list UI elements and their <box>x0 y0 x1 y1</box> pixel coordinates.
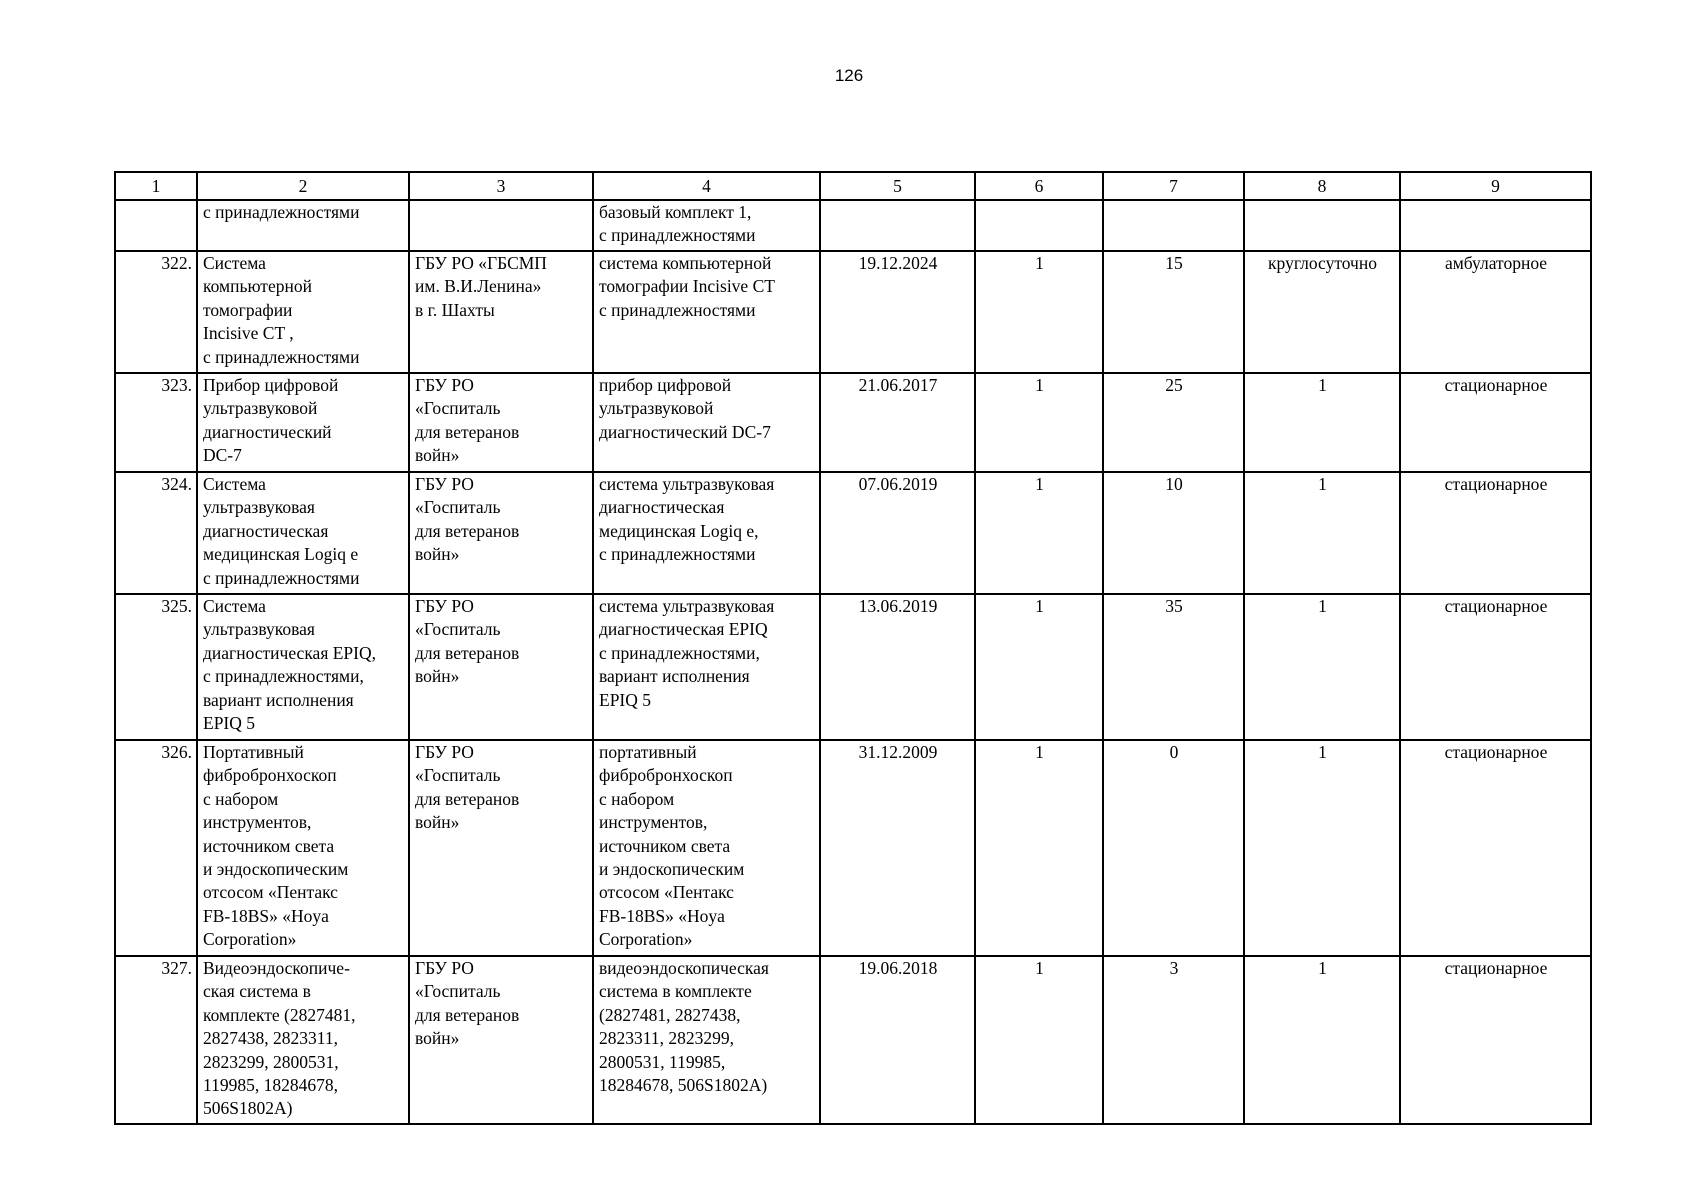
column-7-value: 10 <box>1103 472 1244 594</box>
row-number: 327. <box>115 956 197 1124</box>
table-row <box>115 373 1591 472</box>
row-number <box>115 200 197 251</box>
install-date: 07.06.2019 <box>820 472 975 594</box>
column-header: 4 <box>593 172 820 200</box>
table-row <box>115 594 1591 740</box>
equipment-model: портативный фибробронхоскоп с набором инструментов, источником света и эндоскопическим отсосом «Пентакс FB-18BS» «Hoya Corporation» <box>593 740 820 956</box>
quantity: 1 <box>975 740 1103 956</box>
quantity: 1 <box>975 472 1103 594</box>
equipment-name: Прибор цифровой ультразвуковой диагностический DC-7 <box>197 373 409 472</box>
equipment-name: Портативный фибробронхоскоп с набором инструментов, источником света и эндоскопическим отсосом «Пентакс FB-18BS» «Hoya Corporation» <box>197 740 409 956</box>
quantity <box>975 200 1103 251</box>
organization: ГБУ РО «Госпиталь для ветеранов войн» <box>409 594 593 740</box>
column-8-value <box>1244 200 1400 251</box>
table-row <box>115 956 1591 1124</box>
equipment-name: с принадлежностями <box>197 200 409 251</box>
organization <box>409 200 593 251</box>
quantity: 1 <box>975 956 1103 1124</box>
column-7-value <box>1103 200 1244 251</box>
equipment-name: Система ультразвуковая диагностическая EPIQ, с принадлежностями, вариант исполнения EPIQ 5 <box>197 594 409 740</box>
quantity: 1 <box>975 594 1103 740</box>
table-row <box>115 251 1591 373</box>
row-number: 322. <box>115 251 197 373</box>
page-number: 126 <box>834 66 864 85</box>
row-number: 324. <box>115 472 197 594</box>
column-header: 7 <box>1103 172 1244 200</box>
row-number: 326. <box>115 740 197 956</box>
table-row <box>115 740 1591 956</box>
care-mode: стационарное <box>1400 594 1591 740</box>
care-mode: стационарное <box>1400 373 1591 472</box>
column-header: 5 <box>820 172 975 200</box>
column-header: 8 <box>1244 172 1400 200</box>
equipment-name: Видеоэндоскопиче- ская система в комплекте (2827481, 2827438, 2823311, 2823299, 2800531, 119985, 18284678, 506S1802A) <box>197 956 409 1124</box>
organization: ГБУ РО «Госпиталь для ветеранов войн» <box>409 956 593 1124</box>
column-8-value: 1 <box>1244 956 1400 1124</box>
column-7-value: 3 <box>1103 956 1244 1124</box>
column-7-value: 0 <box>1103 740 1244 956</box>
care-mode: стационарное <box>1400 740 1591 956</box>
quantity: 1 <box>975 373 1103 472</box>
organization: ГБУ РО «ГБСМП им. В.И.Ленина» в г. Шахты <box>409 251 593 373</box>
equipment-table <box>114 171 1592 1125</box>
organization: ГБУ РО «Госпиталь для ветеранов войн» <box>409 472 593 594</box>
column-7-value: 15 <box>1103 251 1244 373</box>
equipment-model: система ультразвуковая диагностическая EPIQ с принадлежностями, вариант исполнения EPIQ 5 <box>593 594 820 740</box>
column-7-value: 35 <box>1103 594 1244 740</box>
equipment-model: прибор цифровой ультразвуковой диагностический DC-7 <box>593 373 820 472</box>
continuation-row <box>115 200 1591 251</box>
column-8-value: 1 <box>1244 373 1400 472</box>
care-mode: стационарное <box>1400 956 1591 1124</box>
column-header: 3 <box>409 172 593 200</box>
column-header: 2 <box>197 172 409 200</box>
organization: ГБУ РО «Госпиталь для ветеранов войн» <box>409 373 593 472</box>
install-date <box>820 200 975 251</box>
install-date: 13.06.2019 <box>820 594 975 740</box>
column-header: 6 <box>975 172 1103 200</box>
column-8-value: круглосуточно <box>1244 251 1400 373</box>
equipment-name: Система компьютерной томографии Incisive CT , с принадлежностями <box>197 251 409 373</box>
equipment-model: видеоэндоскопическая система в комплекте (2827481, 2827438, 2823311, 2823299, 2800531, 119985, 18284678, 506S1802A) <box>593 956 820 1124</box>
equipment-model: базовый комплект 1, с принадлежностями <box>593 200 820 251</box>
column-8-value: 1 <box>1244 740 1400 956</box>
organization: ГБУ РО «Госпиталь для ветеранов войн» <box>409 740 593 956</box>
quantity: 1 <box>975 251 1103 373</box>
install-date: 19.06.2018 <box>820 956 975 1124</box>
column-8-value: 1 <box>1244 472 1400 594</box>
column-8-value: 1 <box>1244 594 1400 740</box>
install-date: 19.12.2024 <box>820 251 975 373</box>
row-number: 323. <box>115 373 197 472</box>
equipment-name: Система ультразвуковая диагностическая медицинская Logiq e с принадлежностями <box>197 472 409 594</box>
column-number-row <box>115 172 1591 200</box>
install-date: 21.06.2017 <box>820 373 975 472</box>
care-mode: амбулаторное <box>1400 251 1591 373</box>
row-number: 325. <box>115 594 197 740</box>
care-mode <box>1400 200 1591 251</box>
table-row <box>115 472 1591 594</box>
column-7-value: 25 <box>1103 373 1244 472</box>
column-header: 1 <box>115 172 197 200</box>
install-date: 31.12.2009 <box>820 740 975 956</box>
equipment-model: система компьютерной томографии Incisive CT с принадлежностями <box>593 251 820 373</box>
care-mode: стационарное <box>1400 472 1591 594</box>
equipment-model: система ультразвуковая диагностическая медицинская Logiq e, с принадлежностями <box>593 472 820 594</box>
column-header: 9 <box>1400 172 1591 200</box>
